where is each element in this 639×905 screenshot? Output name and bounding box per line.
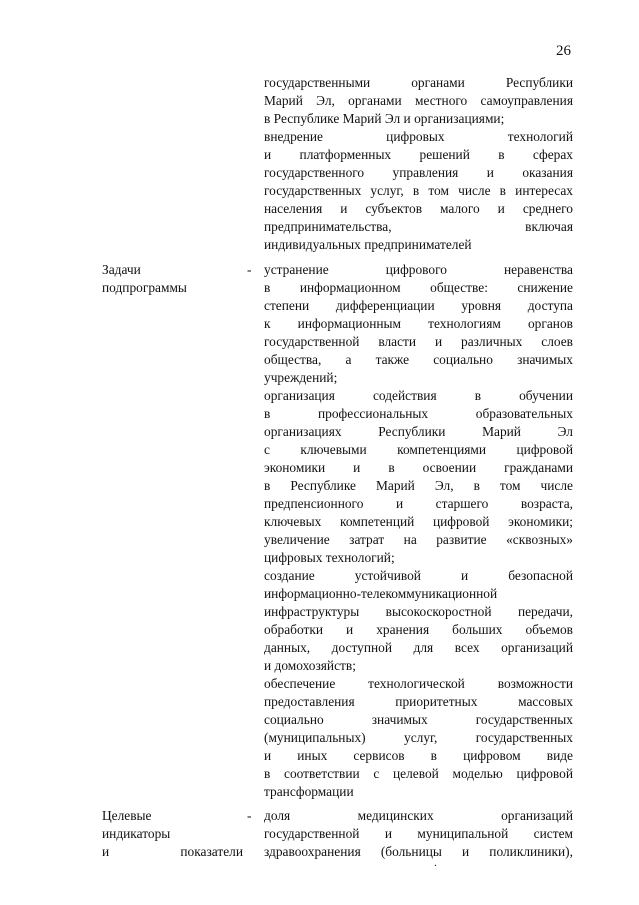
- text-line: внедрение цифровых технологий: [264, 129, 573, 144]
- tasks-label-line: подпрограммы: [102, 280, 187, 295]
- text-line: государственных услуг, в том числе в интересах: [264, 183, 573, 198]
- text-line: организациях Республики Марий Эл: [264, 424, 573, 439]
- page-number: 26: [556, 43, 571, 59]
- text-line: инфраструктуры высокоскоростной передачи,: [264, 604, 573, 619]
- text-line: увеличение затрат на развитие «сквозных»: [264, 532, 573, 547]
- text-line: устранение цифрового неравенства: [264, 262, 573, 277]
- indicators-label-line: индикаторы: [102, 826, 171, 841]
- text-line: социально значимых государственных: [264, 712, 573, 727]
- text-line: в соответствии с целевой моделью цифровой: [264, 766, 573, 781]
- text-line: в Республике Марий Эл, в том числе: [264, 478, 573, 493]
- text-line: Марий Эл, органами местного самоуправления: [264, 93, 573, 108]
- indicators-label-line: Целевые: [102, 808, 152, 823]
- text-line: создание устойчивой и безопасной: [264, 568, 573, 583]
- indicators-dash: -: [247, 808, 252, 823]
- text-line: в профессиональных образовательных: [264, 406, 573, 421]
- text-line: здравоохранения (больницы и поликлиники),: [264, 844, 573, 859]
- text-line: обработки и хранения больших объемов: [264, 622, 573, 637]
- text-line: с ключевыми компетенциями цифровой: [264, 442, 573, 457]
- text-line: в информационном обществе: снижение: [264, 280, 573, 295]
- text-line: предоставления приоритетных массовых: [264, 694, 573, 709]
- text-line: государственной и муниципальной систем: [264, 826, 573, 841]
- text-line: данных, доступной для всех организаций: [264, 640, 573, 655]
- text-line: доля медицинских организаций: [264, 808, 573, 823]
- text-line: государственного управления и оказания: [264, 165, 573, 180]
- text-line: государственной власти и различных слоев: [264, 334, 573, 349]
- indicators-label-line: и показатели: [102, 844, 243, 859]
- text-line: в Республике Марий Эл и организациями;: [264, 111, 505, 126]
- text-line: и платформенных решений в сферах: [264, 147, 573, 162]
- text-line: к информационным технологиям органов: [264, 316, 573, 331]
- text-line: цифровых технологий;: [264, 550, 395, 565]
- footer-mark: .: [434, 855, 437, 869]
- text-line: населения и субъектов малого и среднего: [264, 201, 573, 216]
- tasks-label-line: Задачи: [102, 262, 141, 277]
- text-line: экономики и в освоении гражданами: [264, 460, 573, 475]
- text-line: индивидуальных предпринимателей: [264, 237, 472, 252]
- text-line: и домохозяйств;: [264, 658, 356, 673]
- text-line: учреждений;: [264, 370, 338, 385]
- text-line: организация содействия в обучении: [264, 388, 573, 403]
- tasks-dash: -: [247, 262, 252, 277]
- text-line: обеспечение технологической возможности: [264, 676, 573, 691]
- text-line: трансформации: [264, 784, 354, 799]
- text-line: и иных сервисов в цифровом виде: [264, 748, 573, 763]
- text-line: государственными органами Республики: [264, 75, 573, 90]
- text-line: предпринимательства, включая: [264, 219, 573, 234]
- text-line: степени дифференциации уровня доступа: [264, 298, 573, 313]
- text-line: информационно-телекоммуникационной: [264, 586, 498, 601]
- text-line: общества, а также социально значимых: [264, 352, 573, 367]
- text-line: (муниципальных) услуг, государственных: [264, 730, 573, 745]
- text-line: предпенсионного и старшего возраста,: [264, 496, 573, 511]
- text-line: ключевых компетенций цифровой экономики;: [264, 514, 573, 529]
